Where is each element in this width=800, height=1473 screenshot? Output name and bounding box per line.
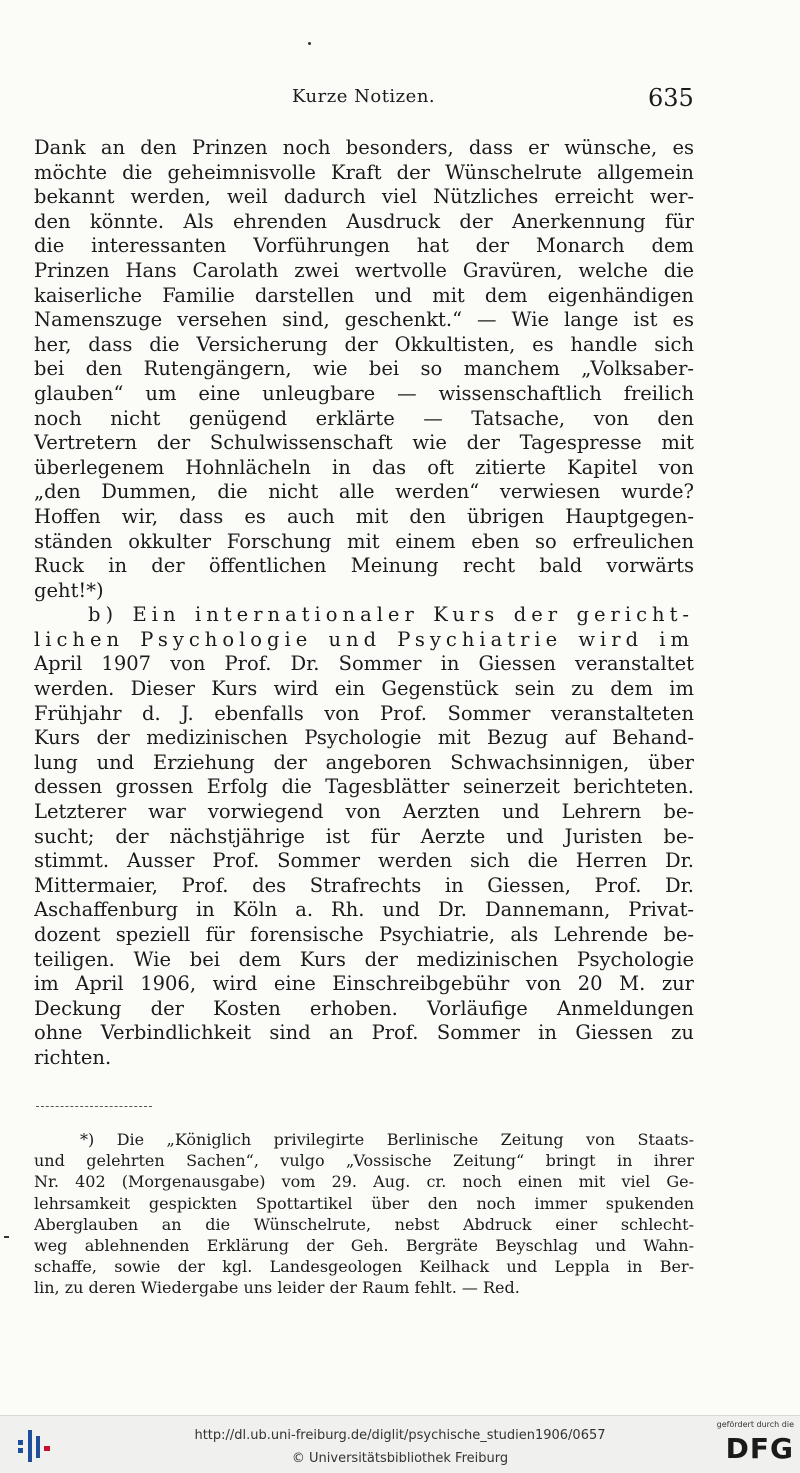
body-line: Ruck in der öffentlichen Meinung recht bald vorwärts: [34, 554, 694, 578]
body-line: richten.: [34, 1045, 112, 1069]
body-line: im April 1906, wird eine Einschreibgebühr von 20 M. zur: [34, 972, 694, 996]
page-speck: [308, 42, 311, 45]
body-line: „den Dummen, die nicht alle werden“ verwiesen wurde?: [34, 480, 694, 504]
body-line: Deckung der Kosten erhoben. Vorläufige Anmeldungen: [34, 996, 694, 1020]
body-line: dozent speziell für forensische Psychiatrie, als Lehrende be-: [34, 923, 694, 946]
body-line: bei den Rutengängern, wie bei so manchem „Volksaber-: [34, 357, 694, 381]
body-line: Dank an den Prinzen noch besonders, dass er wünsche, es: [34, 136, 694, 159]
body-line: her, dass die Versicherung der Okkultisten, es handle sich: [34, 332, 694, 356]
body-line: die interessanten Vorführungen hat der Monarch dem: [34, 234, 694, 258]
body-line: Prinzen Hans Carolath zwei wertvolle Gravüren, welche die: [34, 258, 694, 282]
permalink-url[interactable]: http://dl.ub.uni-freiburg.de/diglit/psychische_studien1906/0657: [194, 1428, 606, 1443]
dfg-logo: DFG: [725, 1432, 794, 1465]
body-line: noch nicht genügend erklärte — Tatsache, von den: [34, 406, 694, 430]
body-line: Aschaffenburg in Köln a. Rh. und Dr. Dannemann, Privat-: [34, 898, 694, 922]
footnote-line: Nr. 402 (Morgenausgabe) vom 29. Aug. cr. noch einen mit viel Ge-: [34, 1172, 694, 1192]
copyright-notice: © Universitätsbibliothek Freiburg: [291, 1451, 509, 1466]
body-line: teiligen. Wie bei dem Kurs der medizinischen Psychologie: [34, 947, 694, 971]
body-line: Mittermaier, Prof. des Strafrechts in Giessen, Prof. Dr.: [34, 873, 694, 897]
running-title: Kurze Notizen.: [292, 86, 436, 107]
dfg-funding-badge: [704, 1420, 794, 1470]
body-line: möchte die geheimnisvolle Kraft der Wünschelrute allgemein: [34, 160, 694, 184]
body-line: Kurs der medizinischen Psychologie mit Bezug auf Behand-: [34, 726, 694, 750]
viewer-footer: [0, 1415, 800, 1473]
body-line: sucht; der nächstjährige ist für Aerzte und Juristen be-: [34, 824, 694, 848]
body-line: stimmt. Ausser Prof. Sommer werden sich die Herren Dr.: [34, 849, 694, 873]
page-number: 635: [648, 84, 694, 112]
footnote-line: und gelehrten Sachen“, vulgo „Vossische Zeitung“ bringt in ihrer: [34, 1151, 694, 1171]
footnote-divider: [36, 1106, 152, 1107]
margin-mark: [4, 1236, 9, 1238]
body-line: den könnte. Als ehrenden Ausdruck der Anerkennung für: [34, 209, 694, 233]
body-line: Namenszuge versehen sind, geschenkt.“ — Wie lange ist es: [34, 308, 694, 332]
footnote-line: Aberglauben an die Wünschelrute, nebst Abdruck einer schlecht-: [34, 1214, 694, 1234]
body-line: Hoffen wir, dass es auch mit den übrigen Hauptgegen-: [34, 504, 694, 528]
body-line: Vertretern der Schulwissenschaft wie der Tagespresse mit: [34, 431, 694, 455]
footnote: [34, 1129, 694, 1299]
body-line: April 1907 von Prof. Dr. Sommer in Giessen veranstaltet: [34, 652, 694, 676]
footnote-line: weg ablehnenden Erklärung der Geh. Bergräte Beyschlag und Wahn-: [34, 1235, 694, 1255]
body-line: lung und Erziehung der angeboren Schwachsinnigen, über: [34, 750, 694, 774]
footnote-line: *) Die „Königlich privilegirte Berlinische Zeitung von Staats-: [80, 1130, 694, 1149]
footnote-line: lehrsamkeit gespickten Spottartikel über den noch immer spukenden: [34, 1193, 694, 1213]
body-text: [34, 136, 694, 1071]
body-line: ständen okkulter Forschung mit einem eben so erfreulichen: [34, 529, 694, 553]
footnote-line: lin, zu deren Wiedergabe uns leider der Raum fehlt. — Red.: [34, 1278, 520, 1298]
body-line: dessen grossen Erfolg die Tagesblätter seinerzeit berichteten.: [34, 775, 694, 799]
body-line: kaiserliche Familie darstellen und mit dem eigenhändigen: [34, 283, 694, 307]
footnote-line: schaffe, sowie der kgl. Landesgeologen Keilhack und Leppla in Ber-: [34, 1257, 694, 1277]
section-b-heading-line: b) Ein internationaler Kurs der gericht-: [88, 603, 694, 627]
body-line: glauben“ um eine unleugbare — wissenschaftlich freilich: [34, 381, 694, 405]
body-line: geht!*): [34, 578, 104, 602]
body-line: bekannt werden, weil dadurch viel Nützliches erreicht wer-: [34, 185, 694, 209]
body-line: werden. Dieser Kurs wird ein Gegenstück sein zu dem im: [34, 677, 694, 701]
body-line: Frühjahr d. J. ebenfalls von Prof. Sommer veranstalteten: [34, 701, 694, 725]
dfg-caption: gefördert durch die: [716, 1420, 794, 1429]
body-line: überlegenem Hohnlächeln in das oft zitierte Kapitel von: [34, 455, 694, 479]
body-line: Letzterer war vorwiegend von Aerzten und Lehrern be-: [34, 800, 694, 824]
section-b-heading-line: lichen Psychologie und Psychiatrie wird im: [34, 627, 694, 651]
body-line: ohne Verbindlichkeit sind an Prof. Sommer in Giessen zu: [34, 1021, 694, 1045]
